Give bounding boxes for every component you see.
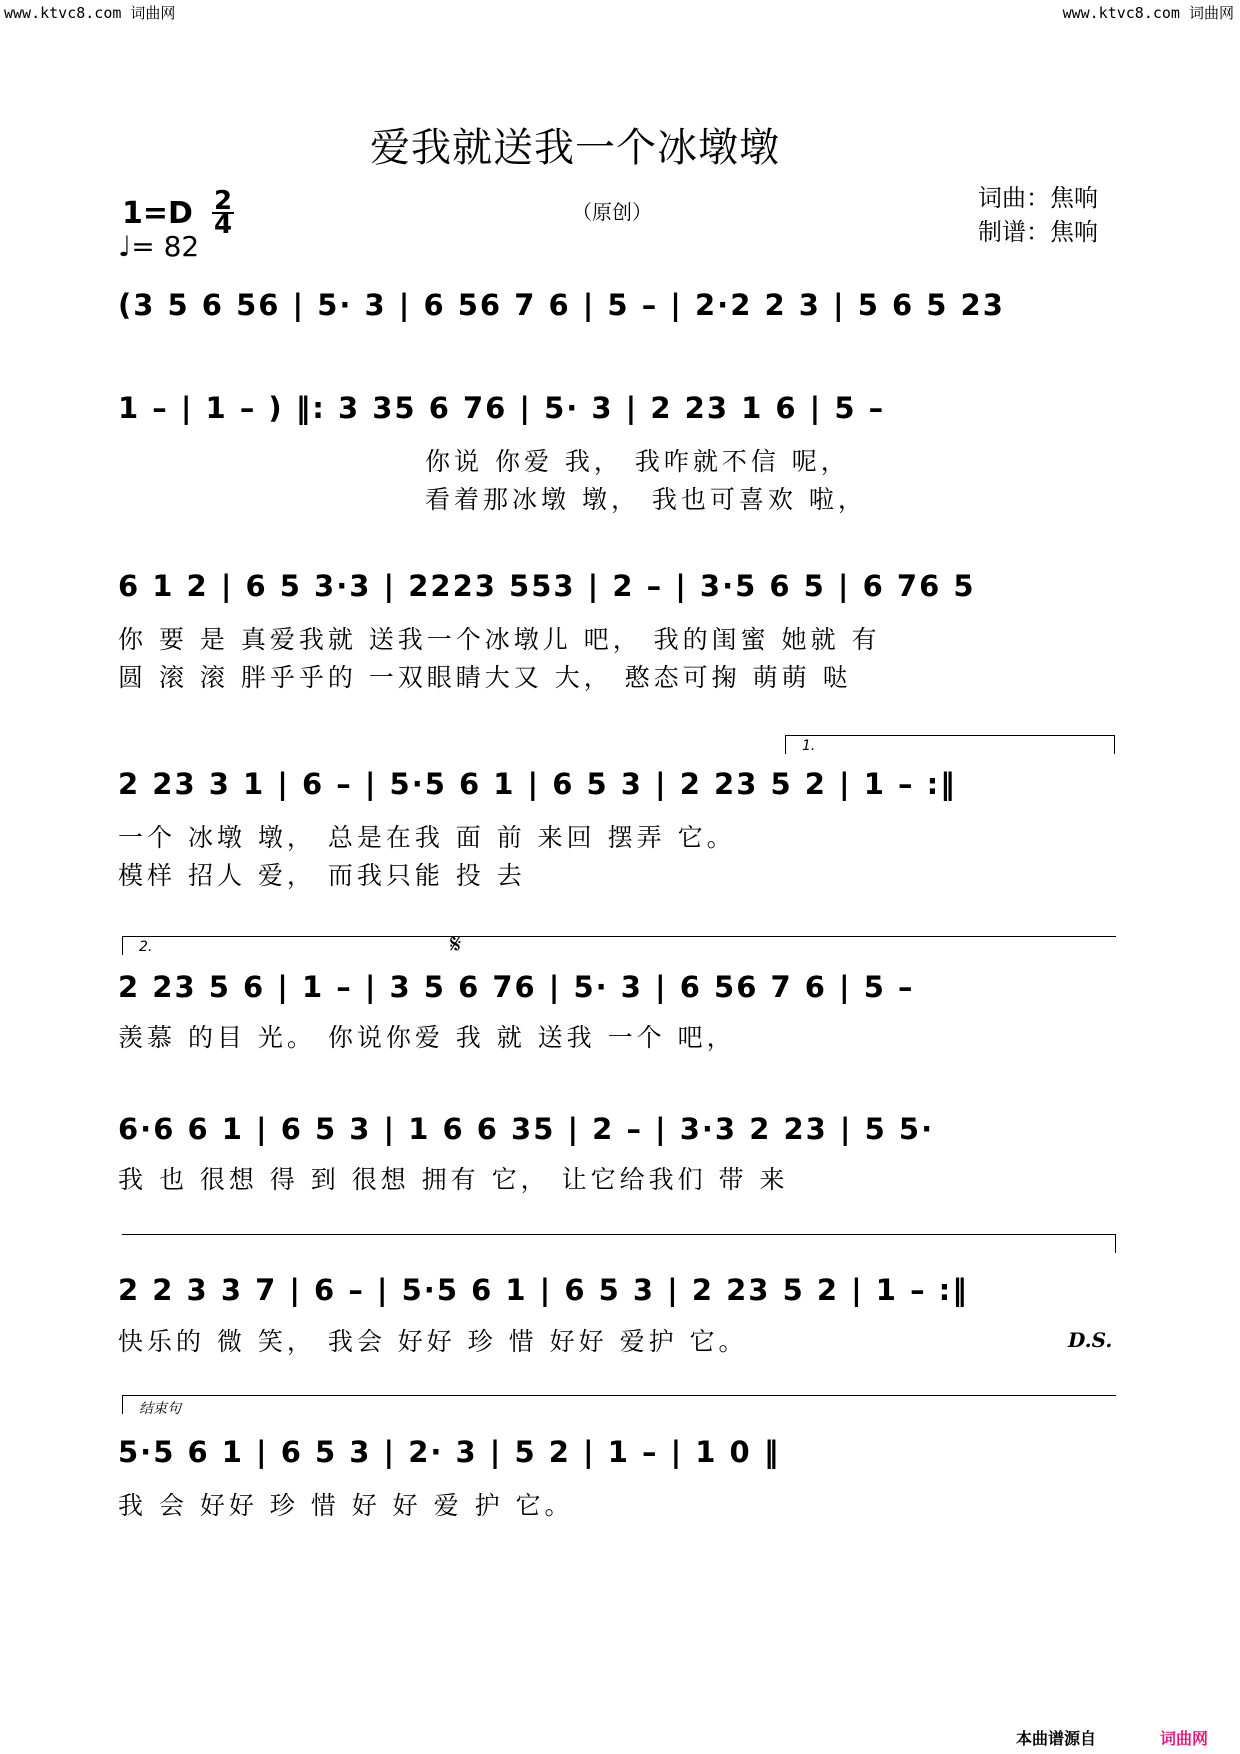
lyrics-line-6: 我 也 很想 得 到 很想 拥有 它， 让它给我们 带 来 (118, 1165, 789, 1194)
lyrics-line-4-verse-2: 模样 招人 爱， 而我只能 投 去 (118, 861, 526, 890)
volta-2 (122, 936, 1116, 955)
lyrics-line-7: 快乐的 微 笑， 我会 好好 珍 惜 好好 爱护 它。 (118, 1327, 748, 1356)
footer-source: 本曲谱源自 (1016, 1729, 1097, 1748)
volta-1-label: 1. (802, 738, 816, 754)
notes-line-3: 6 1 2 | 6 5 3·3 | 2223 553 | 2 – | 3·5 6 5 | 6 76 5 (118, 569, 976, 603)
repeat-bracket (122, 1234, 1116, 1253)
score-line-2 (118, 388, 1123, 448)
lyrics-line-3-verse-1: 你 要 是 真爱我就 送我一个冰墩儿 吧， 我的闺蜜 她就 有 (118, 625, 881, 654)
notes-line-4: 2 23 3 1 | 6 – | 5·5 6 1 | 6 5 3 | 2 23 5 2 | 1 – :‖ (118, 767, 957, 801)
notes-line-2: 1 – | 1 – ) ‖: 3 35 6 76 | 5· 3 | 2 23 1 6 | 5 – (118, 391, 886, 425)
time-signature (212, 186, 234, 240)
notes-line-7: 2 2 3 3 7 | 6 – | 5·5 6 1 | 6 5 3 | 2 23 5 2 | 1 – :‖ (118, 1273, 969, 1307)
volta-ending (122, 1395, 1116, 1417)
score-line-4 (118, 764, 1123, 824)
credit-arranger: 制谱：焦响 (978, 218, 1098, 246)
lyrics-line-8: 我 会 好好 珍 惜 好 好 爱 护 它。 (118, 1491, 574, 1520)
segno-sign: 𝄋 (450, 930, 462, 960)
score-line-8 (118, 1432, 1123, 1492)
score-line-7 (118, 1270, 1123, 1330)
notes-line-5: 2 23 5 6 | 1 – | 3 5 6 76 | 5· 3 | 6 56 7 6 | 5 – (118, 970, 915, 1004)
notes-line-1: (3 5 6 56 | 5· 3 | 6 56 7 6 | 5 – | 2·2 2 3 | 5 6 5 23 (118, 288, 1005, 322)
ending-label: 结束句 (139, 1401, 181, 1417)
score-line-1 (118, 285, 1123, 345)
dal-segno-mark: D.S. (1068, 1328, 1113, 1352)
volta-2-label: 2. (139, 939, 153, 955)
notes-line-6: 6·6 6 1 | 6 5 3 | 1 6 6 35 | 2 – | 3·3 2 23 | 5 5· (118, 1112, 935, 1146)
footer-logo[interactable]: 词曲网 (1160, 1729, 1209, 1748)
lyrics-line-2-verse-2: 看着那冰墩 墩， 我也可喜欢 啦， (425, 485, 867, 514)
song-title: 爱我就送我一个冰墩墩 (370, 125, 780, 171)
lyrics-line-3-verse-2: 圆 滚 滚 胖乎乎的 一双眼睛大又 大， 憨态可掬 萌萌 哒 (118, 663, 852, 692)
lyrics-line-4-verse-1: 一个 冰墩 墩， 总是在我 面 前 来回 摆弄 它。 (118, 823, 736, 852)
score-line-3 (118, 566, 1123, 626)
notes-line-8: 5·5 6 1 | 6 5 3 | 2· 3 | 5 2 | 1 – | 1 0 ‖ (118, 1435, 781, 1469)
subtitle: （原创） (572, 200, 652, 224)
time-sig-bottom: 4 (213, 210, 233, 240)
site-header-left: www.ktvc8.com 词曲网 (4, 4, 176, 22)
time-sig-top: 2 (213, 186, 233, 216)
volta-1 (785, 735, 1115, 754)
site-header-right: www.ktvc8.com 词曲网 (1062, 4, 1234, 22)
key-signature: 1=D (122, 196, 193, 231)
credit-lyrics-music: 词曲：焦响 (978, 184, 1098, 212)
lyrics-line-5: 羡慕 的目 光。 你说你爱 我 就 送我 一个 吧， (118, 1023, 736, 1052)
lyrics-line-2-verse-1: 你说 你爱 我， 我咋就不信 呢， (425, 447, 850, 476)
tempo-marking: ♩= 82 (118, 230, 200, 263)
